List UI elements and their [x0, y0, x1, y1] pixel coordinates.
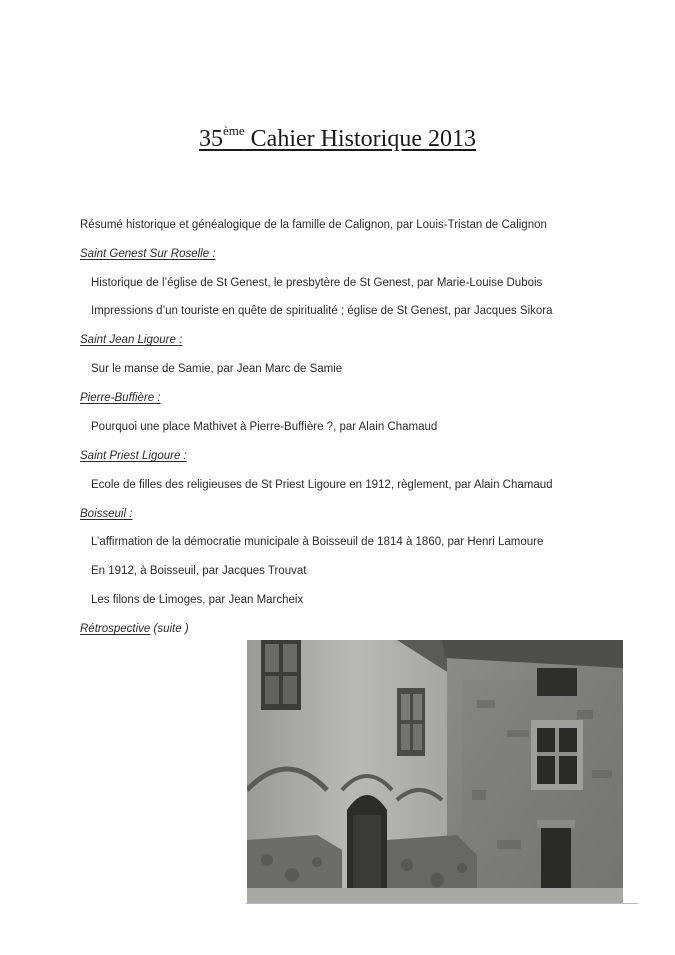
article-item: Les filons de Limoges, par Jean Marcheix: [91, 594, 304, 606]
photo-bottom-edge: [246, 903, 638, 904]
article-item: Historique de l’église de St Genest, le presbytère de St Genest, par Marie-Louise Dubois: [91, 277, 543, 289]
section-heading: Saint Genest Sur Roselle :: [80, 248, 216, 260]
article-item: Ecole de filles des religieuses de St Priest Ligoure en 1912, règlement, par Alain Chamaud: [91, 479, 553, 491]
page-title: [0, 123, 675, 153]
retrospective-suffix: (suite ): [150, 623, 189, 635]
section-heading: Pierre-Buffière :: [80, 392, 161, 404]
article-item: Impressions d’un touriste en quête de spiritualité ; église de St Genest, par Jacques Sikora: [91, 305, 553, 317]
retrospective-line: [80, 623, 189, 635]
title-text: [199, 123, 476, 152]
title-ordinal-suffix: ème: [223, 123, 245, 138]
historic-building-photo: [247, 640, 623, 904]
section-heading: Saint Jean Ligoure :: [80, 334, 183, 346]
section-heading: Saint Priest Ligoure :: [80, 450, 187, 462]
title-number: 35: [199, 126, 224, 152]
article-item: Pourquoi une place Mathivet à Pierre-Buffière ?, par Alain Chamaud: [91, 421, 438, 433]
intro-line: Résumé historique et généalogique de la famille de Calignon, par Louis-Tristan de Calignon: [80, 219, 547, 231]
article-item: En 1912, à Boisseuil, par Jacques Trouvat: [91, 565, 307, 577]
article-item: Sur le manse de Samie, par Jean Marc de Samie: [91, 363, 343, 375]
title-rest: Cahier Historique 2013: [244, 126, 476, 152]
retrospective-heading: Rétrospective: [80, 623, 151, 635]
section-heading: Boisseuil :: [80, 508, 133, 520]
article-item: L’affirmation de la démocratie municipale à Boisseuil de 1814 à 1860, par Henri Lamoure: [91, 536, 544, 548]
